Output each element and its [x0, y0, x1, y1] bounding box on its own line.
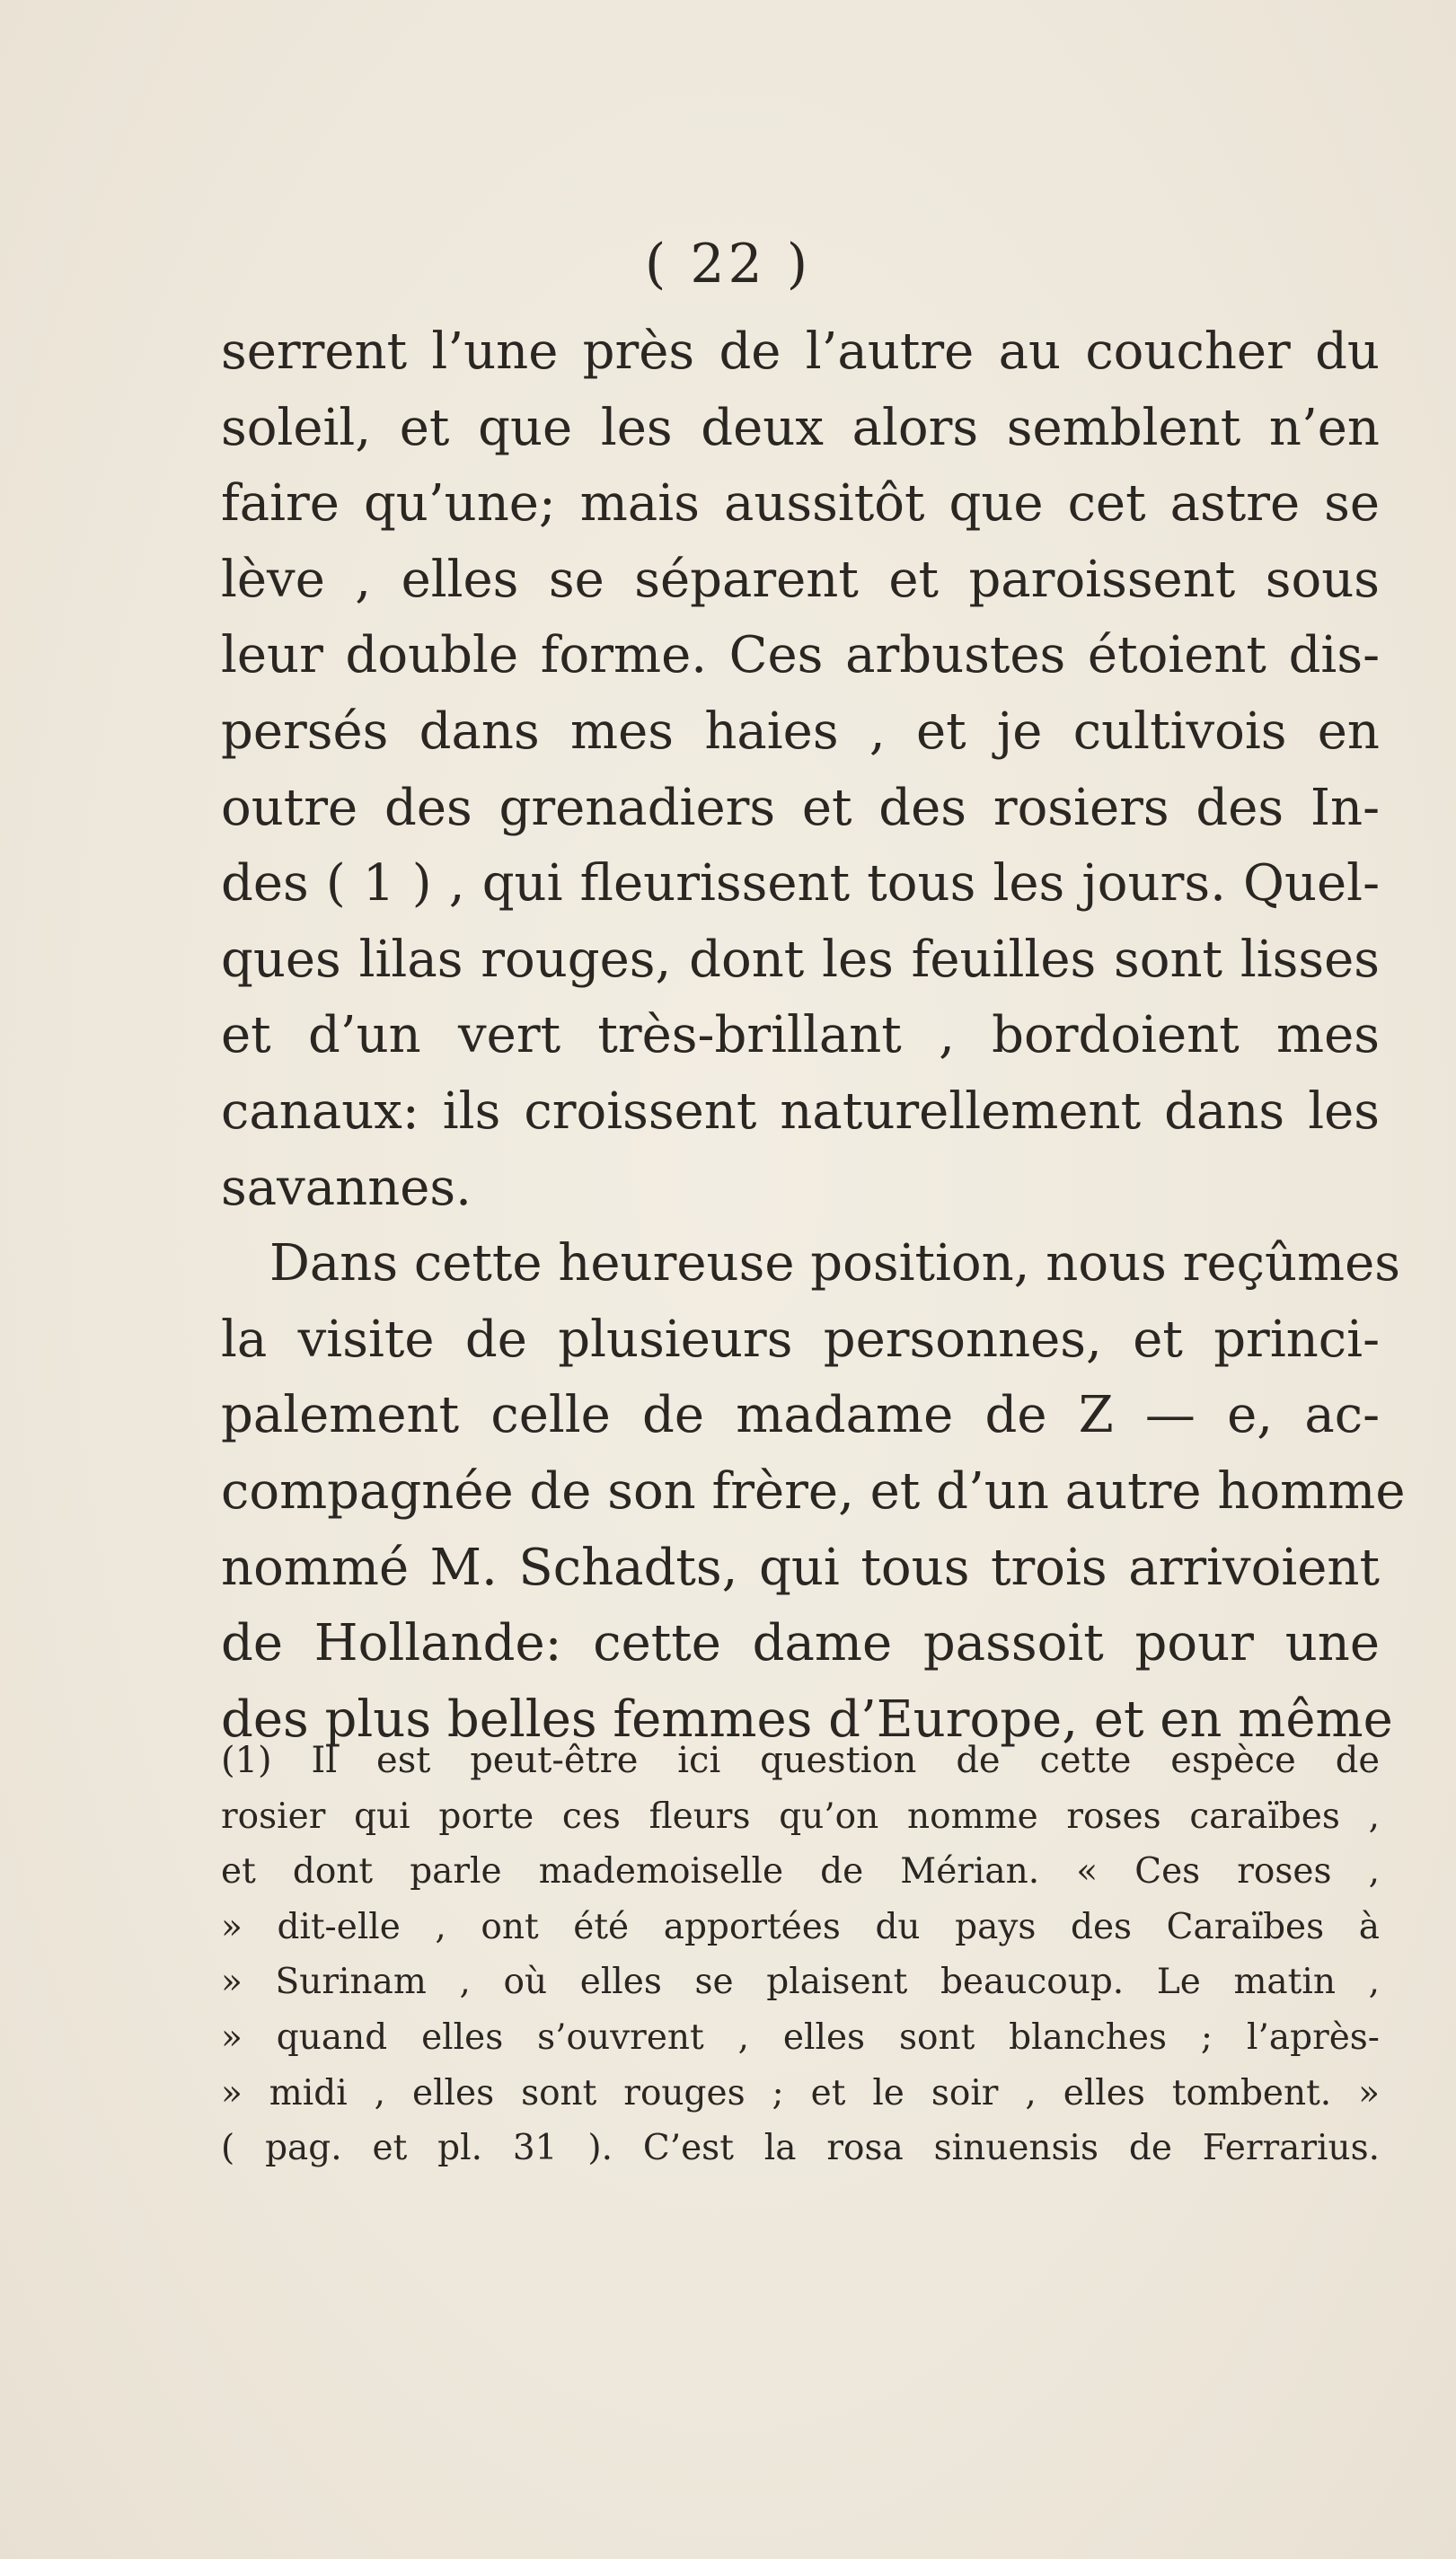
- text-line: palement celle de madame de Z — e, ac-: [221, 1386, 1380, 1445]
- footnote-line: » midi , elles sont rouges ; et le soir , elles tombent. »: [221, 2072, 1380, 2113]
- footnote-line: » dit-elle , ont été apportées du pays des Caraïbes à: [221, 1906, 1380, 1947]
- text-line: la visite de plusieurs personnes, et princi-: [221, 1310, 1380, 1369]
- text-line: outre des grenadiers et des rosiers des In-: [221, 778, 1380, 837]
- text-line: et d’un vert très-brillant , bordoient mes: [221, 1006, 1380, 1065]
- body-text: [221, 314, 1406, 1758]
- text-line: soleil, et que les deux alors semblent n’en: [221, 398, 1380, 457]
- footnote-line: (1) Il est peut-être ici question de cette espèce de: [221, 1740, 1380, 1781]
- text-line: Dans cette heureuse position, nous reçûmes: [269, 1234, 1400, 1293]
- text-line: persés dans mes haies , et je cultivois en: [221, 702, 1380, 761]
- footnote-line: rosier qui porte ces fleurs qu’on nomme roses caraïbes ,: [221, 1796, 1380, 1837]
- footnote-line: » quand elles s’ouvrent , elles sont blanches ; l’après-: [221, 2016, 1380, 2058]
- text-line: canaux: ils croissent naturellement dans les: [221, 1081, 1380, 1141]
- text-line: de Hollande: cette dame passoit pour une: [221, 1614, 1380, 1673]
- text-line: leur double forme. Ces arbustes étoient dis-: [221, 626, 1380, 685]
- text-line: faire qu’une; mais aussitôt que cet astre se: [221, 474, 1380, 534]
- text-line: ques lilas rouges, dont les feuilles sont lisses: [221, 930, 1380, 989]
- footnote: [221, 1734, 1380, 2176]
- text-line: lève , elles se séparent et paroissent sous: [221, 550, 1380, 609]
- text-line: savannes.: [221, 1158, 472, 1217]
- text-line: nommé M. Schadts, qui tous trois arrivoient: [221, 1538, 1380, 1597]
- text-line: des ( 1 ) , qui fleurissent tous les jours. Quel-: [221, 854, 1380, 913]
- text-line: serrent l’une près de l’autre au coucher du: [221, 322, 1380, 381]
- text-line: des plus belles femmes d’Europe, et en même: [221, 1690, 1393, 1749]
- footnote-line: » Surinam , où elles se plaisent beaucoup. Le matin ,: [221, 1962, 1380, 2003]
- page-number: ( 22 ): [644, 233, 812, 296]
- text-line: compagnée de son frère, et d’un autre homme: [221, 1461, 1406, 1521]
- footnote-line: et dont parle mademoiselle de Mérian. « Ces roses ,: [221, 1851, 1380, 1893]
- footnote-line: ( pag. et pl. 31 ). C’est la rosa sinuensis de Ferrarius.: [221, 2128, 1380, 2169]
